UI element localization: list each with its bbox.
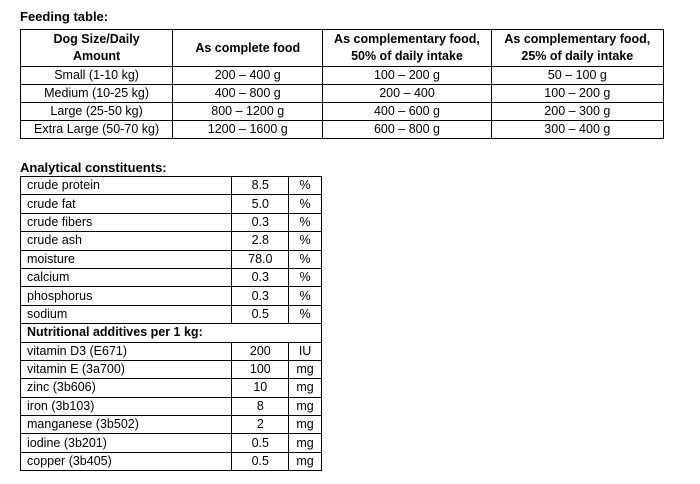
additive-name: vitamin D3 (E671) (21, 342, 232, 360)
table-row (21, 287, 322, 305)
table-row (21, 232, 322, 250)
header-line: Amount (72, 49, 121, 63)
table-row (21, 268, 322, 286)
additive-value: 200 (232, 342, 289, 360)
table-cell: 100 – 200 g (491, 85, 663, 103)
constituent-unit: % (289, 177, 322, 195)
header-complete-food (173, 30, 323, 67)
constituent-value: 2.8 (232, 232, 289, 250)
constituent-unit: % (289, 250, 322, 268)
table-row (21, 342, 322, 360)
constituent-value: 0.3 (232, 213, 289, 231)
table-row (21, 250, 322, 268)
constituent-name: phosphorus (21, 287, 232, 305)
table-cell: 200 – 400 (323, 85, 491, 103)
feeding-table-heading: Feeding table: (20, 9, 109, 24)
constituent-name: crude ash (21, 232, 232, 250)
table-cell: 200 – 300 g (491, 103, 663, 121)
header-line: 50% of daily intake (351, 49, 463, 63)
additive-unit: mg (289, 452, 322, 470)
table-row (21, 397, 322, 415)
table-row (21, 103, 664, 121)
additive-value: 10 (232, 379, 289, 397)
constituent-name: crude protein (21, 177, 232, 195)
additive-unit: mg (289, 360, 322, 378)
header-complementary-50 (323, 30, 491, 67)
constituent-value: 0.3 (232, 268, 289, 286)
constituent-value: 78.0 (232, 250, 289, 268)
table-row (21, 177, 322, 195)
constituent-unit: % (289, 232, 322, 250)
additive-value: 0.5 (232, 434, 289, 452)
table-row (21, 379, 322, 397)
table-cell: 800 – 1200 g (173, 103, 323, 121)
additive-name: iron (3b103) (21, 397, 232, 415)
header-line: 25% of daily intake (521, 49, 634, 63)
header-line: As complete food (195, 40, 301, 55)
constituent-unit: % (289, 268, 322, 286)
additive-unit: mg (289, 397, 322, 415)
constituent-name: crude fat (21, 195, 232, 213)
additive-value: 2 (232, 416, 289, 434)
table-cell: 50 – 100 g (491, 67, 663, 85)
table-row (21, 305, 322, 323)
header-complementary-25 (491, 30, 663, 67)
table-cell: 300 – 400 g (491, 121, 663, 139)
constituent-value: 0.5 (232, 305, 289, 323)
additive-name: zinc (3b606) (21, 379, 232, 397)
table-cell: Extra Large (50-70 kg) (21, 121, 173, 139)
feeding-header-row (21, 30, 664, 67)
table-row (21, 213, 322, 231)
additive-name: copper (3b405) (21, 452, 232, 470)
table-cell: 100 – 200 g (323, 67, 491, 85)
constituents-table (20, 176, 322, 471)
analytical-constituents-heading: Analytical constituents: (20, 160, 167, 175)
additive-value: 0.5 (232, 452, 289, 470)
additive-unit: mg (289, 416, 322, 434)
table-cell: Medium (10-25 kg) (21, 85, 173, 103)
table-row (21, 85, 664, 103)
feeding-table (20, 29, 664, 139)
constituent-unit: % (289, 287, 322, 305)
additive-unit: mg (289, 379, 322, 397)
table-cell: 200 – 400 g (173, 67, 323, 85)
header-line: As complementary food, (504, 32, 651, 46)
header-line: Dog Size/Daily (53, 32, 140, 46)
constituent-unit: % (289, 213, 322, 231)
table-row (21, 360, 322, 378)
additive-value: 100 (232, 360, 289, 378)
constituent-name: sodium (21, 305, 232, 323)
table-row (21, 67, 664, 85)
additive-unit: IU (289, 342, 322, 360)
header-line: As complementary food, (334, 32, 480, 46)
additive-name: iodine (3b201) (21, 434, 232, 452)
additive-unit: mg (289, 434, 322, 452)
table-cell: 400 – 800 g (173, 85, 323, 103)
table-cell: 1200 – 1600 g (173, 121, 323, 139)
table-cell: 400 – 600 g (323, 103, 491, 121)
constituent-value: 5.0 (232, 195, 289, 213)
table-row (21, 452, 322, 470)
table-row (21, 416, 322, 434)
additive-name: manganese (3b502) (21, 416, 232, 434)
constituent-value: 8.5 (232, 177, 289, 195)
additive-name: vitamin E (3a700) (21, 360, 232, 378)
table-row (21, 434, 322, 452)
table-cell: Large (25-50 kg) (21, 103, 173, 121)
table-row (21, 121, 664, 139)
constituent-value: 0.3 (232, 287, 289, 305)
constituent-unit: % (289, 305, 322, 323)
table-cell: Small (1-10 kg) (21, 67, 173, 85)
constituent-name: crude fibers (21, 213, 232, 231)
additives-section-row (21, 324, 322, 342)
table-cell: 600 – 800 g (323, 121, 491, 139)
constituent-name: calcium (21, 268, 232, 286)
header-dog-size (21, 30, 173, 67)
table-row (21, 195, 322, 213)
constituent-unit: % (289, 195, 322, 213)
constituent-name: moisture (21, 250, 232, 268)
additives-heading: Nutritional additives per 1 kg: (21, 324, 322, 342)
additive-value: 8 (232, 397, 289, 415)
